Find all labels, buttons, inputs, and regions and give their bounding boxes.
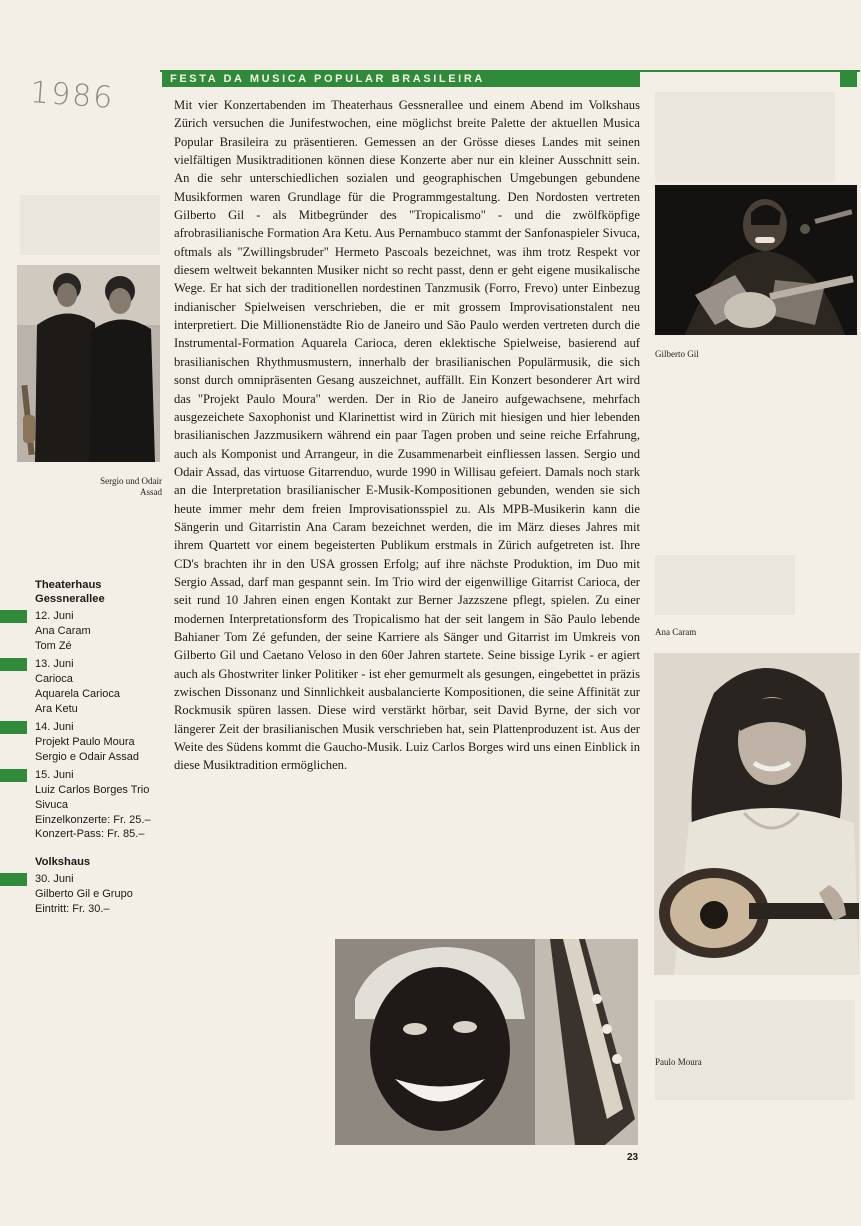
concert-date: 15. Juni [35, 769, 74, 781]
caption-gilberto-gil: Gilberto Gil [655, 349, 699, 359]
venue-volkshaus [35, 855, 160, 916]
show-through-box [655, 92, 835, 182]
date-marker [0, 610, 27, 623]
date-marker [0, 873, 27, 886]
concert-entry [35, 768, 160, 813]
concert-date: 12. Juni [35, 610, 74, 622]
photo-gilberto-gil [655, 185, 857, 335]
show-through-box [20, 195, 160, 255]
venue-theaterhaus [35, 578, 160, 841]
date-marker [0, 769, 27, 782]
venue-name: Volkshaus [35, 856, 91, 868]
concert-entry [35, 657, 160, 717]
date-marker [0, 658, 27, 671]
caption-ana-caram: Ana Caram [655, 627, 697, 637]
concert-act: Ana Caram [35, 625, 91, 637]
concert-act: Tom Zé [35, 640, 72, 652]
concert-date: 14. Juni [35, 721, 74, 733]
concert-act: Sergio e Odair Assad [35, 751, 139, 763]
concert-entry [35, 872, 160, 902]
date-marker [0, 721, 27, 734]
concert-act: Ara Ketu [35, 703, 78, 715]
caption-assad: Sergio und Odair Assad [100, 476, 162, 497]
price-line: Eintritt: Fr. 30.– [35, 903, 110, 915]
concert-entry [35, 609, 160, 654]
header-square-marker [840, 72, 857, 87]
handwritten-year-note: 1986 [28, 75, 116, 116]
concert-act: Carioca [35, 673, 73, 685]
photo-paulo-moura [335, 939, 638, 1145]
concert-act: Sivuca [35, 799, 69, 811]
page-number: 23 [627, 1152, 639, 1163]
price-line: Konzert-Pass: Fr. 85.– [35, 828, 145, 840]
concert-act: Luiz Carlos Borges Trio [35, 784, 150, 796]
photo-ana-caram [654, 653, 859, 975]
caption-paulo-moura: Paulo Moura [655, 1057, 702, 1067]
show-through-box [655, 1000, 855, 1100]
article-body: Mit vier Konzertabenden im Theaterhaus Gessnerallee und einem Abend im Volkshaus Zürich versuchen die Junifestwochen, eine möglichst breite Palette der aktuellen Musica Popular Brasileira zu präsentieren. Gemessen an der Grösse dieses Landes mit seinen vielfältigen Musiktraditionen können diese Konzerte aber nur ein kleiner Ausschnitt sein. An die sehr unterschiedlichen sozialen und geographischen Umgebungen gebundene Musikformen waren Grundlage für die Programmgestaltung. Den Nordosten vertreten Gilberto Gil - als Mitbegründer des "Tropicalismo" - und die zwölfköpfige afrobrasilianische Formation Ara Ketu. Aus Pernambuco stammt der Sanfonaspieler Sivuca, oftmals als "Zwillingsbruder" Hermeto Pascoals bezeichnet, was ihm trotz Respekt vor diesem weltweit bekannten Musiker nicht so recht passt, denn er geht eigene musikalische Wege. Er hat sich der traditionellen nordestinen Tanzmusik (Forro, Frevo) unter Einbezug indianischer Spielweisen verschrieben, die er mit grossem Improvisationstalent neu interpretiert. Die Millionenstädte Rio de Janeiro und São Paulo werden vertreten durch die Instrumental-Formation Aquarela Carioca, deren eklektische Spielweise, basierend auf brasilianischen Rhythmusmustern, innerhalb der brasilianischen Populärmusik, die sich sonst durch omnipräsenten Gesang auszeichnet, auffällt. Ein Konzert besonderer Art wird das "Projekt Paulo Moura" werden. Der in Rio de Janeiro aufgewachsene, mehrfach ausgezeichete Saxophonist und Klarinettist wird in Zürich mit hiesigen und hier lebenden brasilianischen Jazzmusikern während ein paar Tagen proben und seine reiche Erfahrung, auch als Komponist und Arrangeur, in die Zusammenarbeit einfliessen lassen. Sergio und Odair Assad, das virtuose Gitarrenduo, wurde 1990 in Willisau gefeiert. Damals noch stark an die Interpretation brasilianischer E-Musik-Kompositionen gebunden, wenden sie sich heute immer mehr dem freien Improvisationsspiel zu. Als MPB-Musikerin kann die Sängerin und Gitarristin Ana Caram bezeichnet werden, die im März dieses Jahres mit ihrem Quartett vor einem begeisterten Publikum erstmals in Zürich aufgetreten ist. Ihre CD's brachten ihr in den USA grossen Erfolg; auf ihre nächste Produktion, im Duo mit Sergio Assad, darf man gespannt sein. Im Trio wird der eigenwillige Gitarrist Carioca, der seit rund 10 Jahren einen engen Kontakt zur Berner Jazzszene pflegt, spielen. Zu einer modernen Interpretationsform des Tropicalismo hat der seit langem in São Paulo lebende Bahianer Tom Zé gefunden, der seine Karriere als Sänger und Gitarrist im Umkreis von Gilberto Gil und Caetano Veloso in den 60er Jahren startete. Seine bissige Lyrik - er agiert auch als Ghostwriter linker Politiker - ist eher gemurmelt als gesungen, eingebettet in präzis zwischen Dissonanz und Sinnlichkeit ausbalancierte Kompositionen, die seine Affinität zur Rockmusik spüren lassen. Diese wird verstärkt hörbar, seit David Byrne, der sich vor längerer Zeit der brasilianischen Musik verschrieben hat, sein Plattenproduzent ist. Aus der Weite des Südens kommt die Gaucho-Musik. Luiz Carlos Borges wird uns einen Einblick in diese Musiktradition ermöglichen. [174, 98, 640, 773]
concert-entry [35, 720, 160, 765]
venue-name: Theaterhaus [35, 579, 102, 591]
concert-date: 13. Juni [35, 658, 74, 670]
section-header: FESTA DA MUSICA POPULAR BRASILEIRA [162, 72, 640, 87]
show-through-box [655, 555, 795, 615]
photo-assad-brothers [17, 265, 160, 462]
concert-date: 30. Juni [35, 873, 74, 885]
pricing-info [35, 813, 160, 841]
concert-act: Projekt Paulo Moura [35, 736, 135, 748]
venue-name-line2: Gessnerallee [35, 593, 105, 605]
concert-schedule [35, 578, 160, 930]
concert-act: Aquarela Carioca [35, 688, 120, 700]
concert-act: Gilberto Gil e Grupo [35, 888, 133, 900]
pricing-info [35, 902, 160, 916]
price-line: Einzelkonzerte: Fr. 25.– [35, 814, 151, 826]
